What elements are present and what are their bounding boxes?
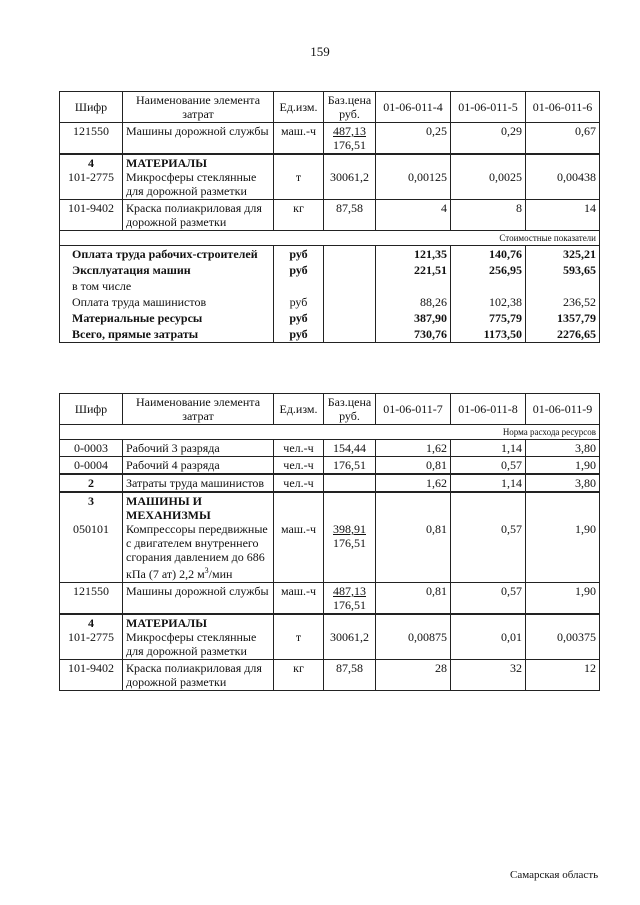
row-code: 0-0004 [60, 457, 123, 475]
row-unit: чел.-ч [274, 474, 324, 492]
row-value-1: 1,62 [376, 474, 451, 492]
row-value-2: 0,29 [451, 123, 526, 155]
summary-value-3: 236,52 [526, 294, 600, 310]
row-value-1: 0,00125 [408, 170, 447, 184]
header-col-1: 01-06-011-7 [376, 394, 451, 425]
row-value-3: 0,00375 [557, 630, 596, 644]
section-title: МАТЕРИАЛЫ [126, 616, 207, 630]
row-value-2: 0,0025 [489, 170, 522, 184]
summary-row [60, 246, 600, 263]
row-price [324, 583, 376, 615]
section-number: 4 [88, 156, 94, 170]
summary-unit: руб [274, 294, 324, 310]
summary-value-3: 593,65 [526, 262, 600, 278]
section-title: МАТЕРИАЛЫ [126, 156, 207, 170]
row-unit: чел.-ч [274, 440, 324, 457]
summary-value-1: 387,90 [376, 310, 451, 326]
summary-value-1: 221,51 [376, 262, 451, 278]
row-unit: т [295, 170, 302, 184]
header-price: Баз.цена руб. [324, 394, 376, 425]
row-code: 050101 [73, 522, 109, 536]
summary-row [60, 294, 600, 310]
row-unit: чел.-ч [274, 457, 324, 475]
header-name: Наименование элемента затрат [123, 92, 274, 123]
summary-value-2: 775,79 [451, 310, 526, 326]
price-top: 398,91 [333, 522, 366, 536]
row-value-2: 0,57 [451, 583, 526, 615]
header-unit: Ед.изм. [274, 394, 324, 425]
row-price: 30061,2 [330, 630, 369, 644]
row-code: 101-2775 [68, 630, 114, 644]
header-col-3: 01-06-011-6 [526, 92, 600, 123]
resource-table-1 [59, 91, 600, 343]
summary-label: в том числе [60, 278, 274, 294]
row-unit: кг [274, 200, 324, 231]
header-unit: Ед.изм. [274, 92, 324, 123]
row-value-3: 0,00438 [557, 170, 596, 184]
table-row [60, 440, 600, 457]
row-code: 2 [60, 474, 123, 492]
summary-value-2: 1173,50 [451, 326, 526, 343]
summary-value-2: 102,38 [451, 294, 526, 310]
row-code: 121550 [60, 123, 123, 155]
row-name: Рабочий 3 разряда [123, 440, 274, 457]
section-machines [60, 492, 600, 583]
row-name-tail: /мин [208, 567, 233, 581]
row-value-3: 14 [526, 200, 600, 231]
table-row [60, 583, 600, 615]
row-code: 121550 [60, 583, 123, 615]
summary-unit: руб [274, 326, 324, 343]
row-name: Рабочий 4 разряда [123, 457, 274, 475]
row-name: Машины дорожной службы [123, 123, 274, 155]
row-value-2: 0,01 [501, 630, 522, 644]
header-col-3: 01-06-011-9 [526, 394, 600, 425]
row-value-2: 1,14 [451, 440, 526, 457]
summary-value-2: 256,95 [451, 262, 526, 278]
summary-value-1: 88,26 [376, 294, 451, 310]
row-name: Машины дорожной службы [123, 583, 274, 615]
row-value-1: 0,00875 [408, 630, 447, 644]
summary-unit: руб [274, 310, 324, 326]
norm-row [60, 425, 600, 440]
row-price: 30061,2 [330, 170, 369, 184]
summary-value-3: 1357,79 [526, 310, 600, 326]
summary-row [60, 278, 600, 294]
row-name: Краска полиакриловая для дорожной разметки [123, 660, 274, 691]
row-value-2: 0,57 [451, 457, 526, 475]
row-value-1: 4 [376, 200, 451, 231]
row-price: 87,58 [324, 200, 376, 231]
resource-table-2 [59, 393, 600, 691]
row-code: 101-2775 [68, 170, 114, 184]
row-value-1: 0,81 [376, 457, 451, 475]
footer-region: Самарская область [510, 869, 599, 881]
section-number: 4 [88, 616, 94, 630]
table-row [60, 123, 600, 155]
row-unit: кг [274, 660, 324, 691]
summary-label: Всего, прямые затраты [60, 326, 274, 343]
cost-indicators-label: Стоимостные показатели [60, 231, 600, 246]
header-name: Наименование элемента затрат [123, 394, 274, 425]
row-value-3: 1,90 [526, 457, 600, 475]
header-code: Шифр [60, 92, 123, 123]
section-materials [60, 614, 600, 660]
row-code: 101-9402 [60, 660, 123, 691]
summary-value-1: 730,76 [376, 326, 451, 343]
row-unit: маш.-ч [274, 583, 324, 615]
row-value-2: 0,57 [501, 522, 522, 536]
row-value-3: 12 [526, 660, 600, 691]
summary-value-2: 140,76 [451, 246, 526, 263]
row-name: Краска полиакриловая для дорожной разметки [123, 200, 274, 231]
row-name: Компрессоры передвижные с двигателем внутреннего сгорания давлением до 686 кПа (7 ат) 2,2 м [126, 522, 268, 581]
row-value-2: 1,14 [451, 474, 526, 492]
table-row [60, 660, 600, 691]
price-top: 487,13 [333, 584, 366, 598]
row-price: 87,58 [324, 660, 376, 691]
row-value-3: 3,80 [526, 474, 600, 492]
summary-unit: руб [274, 246, 324, 263]
row-code: 0-0003 [60, 440, 123, 457]
row-name: Микросферы стеклянные для дорожной разметки [126, 630, 257, 658]
row-value-3: 0,67 [526, 123, 600, 155]
row-unit: маш.-ч [274, 123, 324, 155]
row-value-3: 3,80 [526, 440, 600, 457]
section-title: МАШИНЫ И МЕХАНИЗМЫ [126, 494, 211, 522]
summary-label: Оплата труда машинистов [60, 294, 274, 310]
price-top: 487,13 [333, 124, 366, 138]
header-code: Шифр [60, 394, 123, 425]
row-value-1: 28 [376, 660, 451, 691]
row-name: Микросферы стеклянные для дорожной разметки [126, 170, 257, 198]
row-unit: т [295, 630, 302, 644]
header-col-2: 01-06-011-8 [451, 394, 526, 425]
summary-label: Оплата труда рабочих-строителей [60, 246, 274, 263]
row-value-3: 1,90 [526, 583, 600, 615]
row-value-1: 0,81 [426, 522, 447, 536]
row-value-1: 0,81 [376, 583, 451, 615]
header-col-2: 01-06-011-5 [451, 92, 526, 123]
summary-unit: руб [274, 262, 324, 278]
row-value-1: 1,62 [376, 440, 451, 457]
row-code: 101-9402 [60, 200, 123, 231]
row-value-2: 8 [451, 200, 526, 231]
row-value-2: 32 [451, 660, 526, 691]
row-price: 176,51 [324, 457, 376, 475]
row-price [324, 123, 376, 155]
summary-value-3: 325,21 [526, 246, 600, 263]
summary-label: Эксплуатация машин [60, 262, 274, 278]
row-price: 154,44 [324, 440, 376, 457]
price-bottom: 176,51 [333, 138, 366, 152]
section-materials [60, 154, 600, 200]
price-bottom: 176,51 [333, 536, 366, 550]
section-number: 3 [88, 494, 94, 508]
header-price: Баз.цена руб. [324, 92, 376, 123]
summary-row [60, 326, 600, 343]
summary-label: Материальные ресурсы [60, 310, 274, 326]
price-bottom: 176,51 [333, 598, 366, 612]
table-row [60, 457, 600, 475]
table-row [60, 474, 600, 492]
page-number: 159 [310, 44, 330, 59]
row-value-3: 1,90 [575, 522, 596, 536]
norm-label: Норма расхода ресурсов [60, 425, 600, 440]
summary-row [60, 262, 600, 278]
row-name-sup: 3 [204, 566, 209, 575]
summary-value-1: 121,35 [376, 246, 451, 263]
row-name: Затраты труда машинистов [123, 474, 274, 492]
header-col-1: 01-06-011-4 [376, 92, 451, 123]
cost-indicators-row [60, 231, 600, 246]
summary-row [60, 310, 600, 326]
row-value-1: 0,25 [376, 123, 451, 155]
summary-value-3: 2276,65 [526, 326, 600, 343]
table-row [60, 200, 600, 231]
row-unit: маш.-ч [280, 522, 317, 536]
